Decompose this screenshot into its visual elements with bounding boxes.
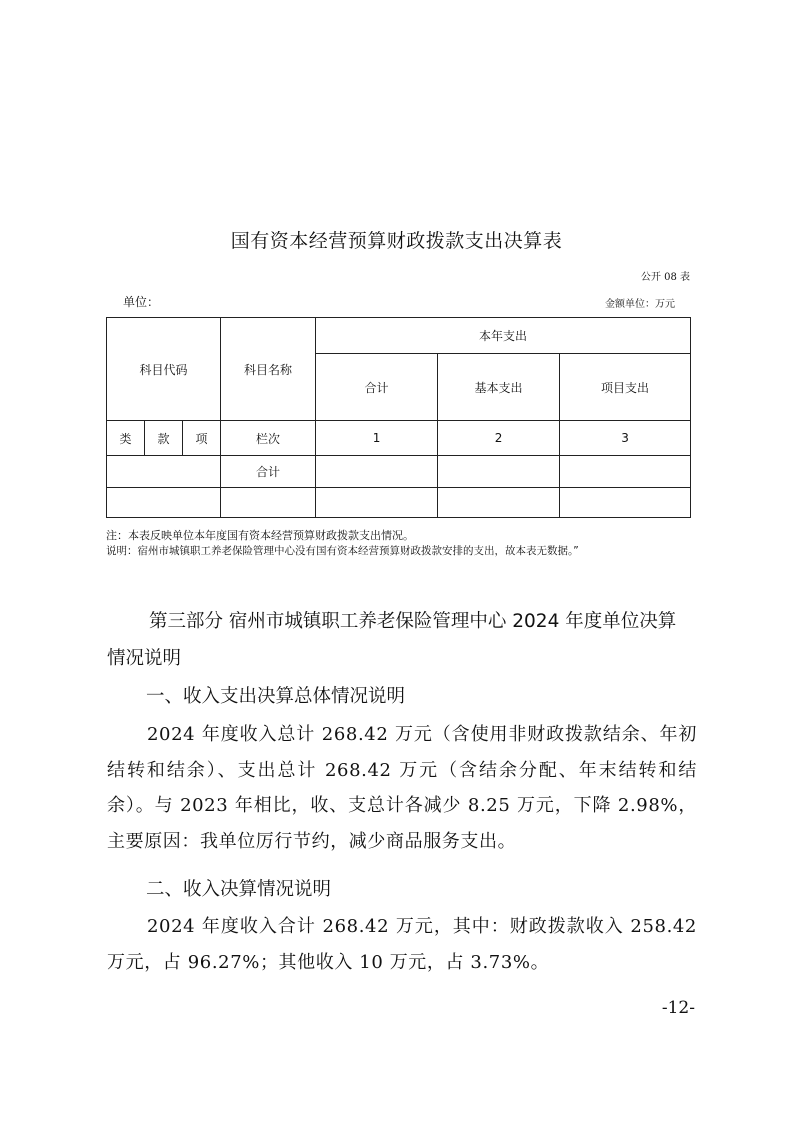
empty-cell — [107, 456, 221, 488]
empty-cell — [438, 456, 560, 488]
subject-name-header: 科目名称 — [221, 318, 316, 421]
empty-cell — [107, 488, 221, 518]
current-year-expense-header: 本年支出 — [316, 318, 691, 354]
empty-cell — [221, 488, 316, 518]
form-id: 公开 08 表 — [640, 272, 690, 283]
empty-cell — [316, 456, 438, 488]
page-number: -12- — [661, 998, 695, 1018]
subject-code-header: 科目代码 — [107, 318, 221, 421]
table-explanation: 说明：宿州市城镇职工养老保险管理中心没有国有资本经营预算财政拨款安排的支出，故本表无数据。” — [106, 545, 579, 557]
col-3: 3 — [560, 421, 691, 456]
empty-cell — [560, 456, 691, 488]
subheading-1: 一、收入支出决算总体情况说明 — [146, 686, 406, 707]
xiang-header: 项 — [183, 421, 221, 456]
section-title: 第三部分 宿州市城镇职工养老保险管理中心 2024 年度单位决算情况说明 — [107, 611, 677, 669]
empty-cell — [560, 488, 691, 518]
subheading-2: 二、收入决算情况说明 — [146, 879, 332, 900]
column-index-header: 栏次 — [221, 421, 316, 456]
project-expense-header: 项目支出 — [560, 354, 691, 421]
lei-header: 类 — [107, 421, 145, 456]
empty-cell — [438, 488, 560, 518]
col-2: 2 — [438, 421, 560, 456]
budget-table — [106, 317, 691, 518]
empty-cell — [316, 488, 438, 518]
unit-label: 单位： — [123, 295, 160, 309]
basic-expense-header: 基本支出 — [438, 354, 560, 421]
kuan-header: 款 — [145, 421, 183, 456]
table-note: 注：本表反映单位本年度国有资本经营预算财政拨款支出情况。 — [106, 529, 414, 542]
total-header: 合计 — [316, 354, 438, 421]
total-row-label: 合计 — [221, 456, 316, 488]
paragraph-2: 2024 年度收入合计 268.42 万元，其中：财政拨款收入 258.42 万元，占 96.27%；其他收入 10 万元，占 3.73%。 — [107, 916, 697, 973]
amount-unit: 金额单位：万元 — [605, 299, 675, 310]
paragraph-1: 2024 年度收入总计 268.42 万元（含使用非财政拨款结余、年初结转和结余）、支出总计 268.42 万元（含结余分配、年末结转和结余）。与 2023 年相比，收、支总计各减少 8.25 万元，下降 2.98%，主要原因：我单位厉行节约，减少商品服务支出。 — [107, 724, 697, 852]
table-title: 国有资本经营预算财政拨款支出决算表 — [230, 230, 563, 252]
col-1: 1 — [316, 421, 438, 456]
